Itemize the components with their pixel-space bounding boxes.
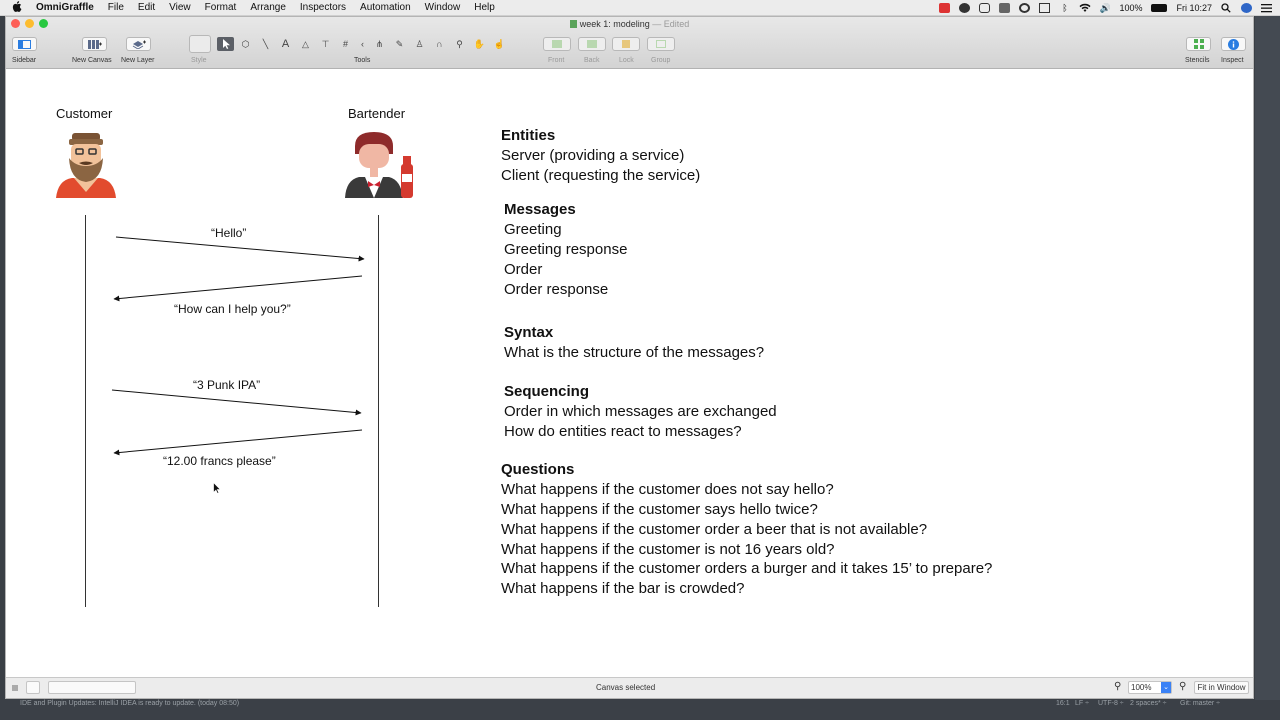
message-label-order[interactable]: “3 Punk IPA” (193, 378, 261, 392)
info-icon (1228, 39, 1239, 50)
messages-section (504, 200, 992, 299)
selection-tool[interactable] (217, 37, 234, 51)
fit-in-window-button[interactable]: Fit in Window (1194, 681, 1249, 694)
magnet-icon: ∩ (436, 39, 443, 49)
message-label-price[interactable]: “12.00 francs please” (163, 454, 276, 468)
style-label: Style (191, 57, 207, 64)
help-arrow[interactable] (114, 276, 362, 299)
sidebar-button[interactable] (12, 37, 37, 51)
zoom-tool[interactable] (451, 37, 468, 51)
zoom-dropdown-icon: ⌄ (1161, 682, 1171, 693)
document-title: week 1: modeling (579, 19, 650, 29)
send-back-icon (587, 40, 597, 48)
ide-encoding[interactable]: UTF-8 ÷ (1098, 700, 1124, 707)
shape-icon: ⬡ (241, 38, 250, 49)
status-bar (6, 677, 1253, 698)
notification-center-icon[interactable] (1261, 3, 1272, 13)
lock-button[interactable] (612, 37, 640, 51)
front-label: Front (548, 57, 565, 64)
customer-label: Customer (56, 106, 113, 121)
canvas-thumbnail[interactable] (26, 681, 40, 694)
new-canvas-button[interactable] (82, 37, 107, 51)
back-label: Back (584, 57, 600, 64)
bring-front-icon (552, 40, 562, 48)
inspect-button[interactable] (1221, 37, 1246, 51)
bluetooth-icon[interactable]: ᛒ (1062, 3, 1068, 13)
tools-label: Tools (354, 57, 371, 64)
questions-section (501, 460, 992, 599)
grid-tool[interactable] (337, 37, 354, 51)
group-icon (656, 40, 666, 48)
stencils-button[interactable] (1186, 37, 1211, 51)
questions-title: Questions (501, 461, 575, 479)
zoom-out-icon[interactable]: ⚲ (1114, 681, 1122, 692)
message-arrows (6, 69, 426, 679)
shape-tool[interactable] (237, 37, 254, 51)
ide-indent[interactable]: 2 spaces* ÷ (1130, 700, 1167, 707)
menu-bar (0, 0, 1280, 16)
sequencing-title: Sequencing (504, 382, 590, 400)
new-layer-button[interactable] (126, 37, 151, 51)
window-toolbar (6, 17, 1253, 69)
lock-icon (622, 40, 630, 48)
group-label: Group (651, 57, 671, 64)
syntax-title: Syntax (504, 324, 554, 342)
message-label-help[interactable]: “How can I help you?” (174, 302, 291, 316)
zoom-value: 100% (1131, 683, 1152, 692)
sidebar-label: Sidebar (12, 57, 37, 64)
zoom-in-icon[interactable]: ⚲ (1179, 681, 1187, 692)
mouse-cursor-icon (213, 482, 221, 494)
stencils-icon (1194, 39, 1204, 49)
sidebar-icon (18, 40, 31, 49)
photo-icon[interactable] (939, 3, 950, 13)
browse-hand-icon: ☝ (493, 38, 506, 49)
syntax-line: What is the structure of the messages? (504, 344, 765, 362)
compass-icon[interactable] (959, 3, 970, 13)
sync-icon[interactable] (1019, 3, 1030, 13)
hand-icon: ✋ (473, 38, 486, 49)
question-line: What happens if the customer is not 16 years old? (501, 540, 835, 558)
new-canvas-label: New Canvas (72, 57, 112, 64)
status-indicator-icon (12, 685, 18, 691)
pen-icon: △ (302, 38, 309, 49)
messages-line: Greeting response (504, 240, 628, 258)
new-layer-icon (132, 40, 146, 49)
drawing-canvas[interactable] (6, 69, 1253, 679)
spotlight-search-icon[interactable] (1221, 3, 1232, 13)
background-app-strip (1255, 16, 1280, 700)
omnigraffle-window (5, 16, 1254, 699)
messages-title: Messages (504, 201, 576, 219)
status-text: Canvas selected (596, 683, 656, 692)
front-button[interactable] (543, 37, 571, 51)
airplay-icon[interactable] (1039, 3, 1050, 13)
back-button[interactable] (578, 37, 606, 51)
zoom-select[interactable] (1128, 681, 1172, 694)
text-icon: A (281, 38, 290, 50)
price-arrow[interactable] (114, 430, 362, 453)
chevron-left-icon: ‹ (361, 39, 364, 49)
search-field[interactable] (48, 681, 136, 694)
hierarchy-tool[interactable] (371, 37, 388, 51)
text-tool[interactable] (277, 37, 294, 51)
question-line: What happens if the bar is crowded? (501, 580, 745, 598)
order-arrow[interactable] (112, 390, 361, 413)
diagram-tool[interactable] (317, 37, 334, 51)
ide-update-message[interactable]: IDE and Plugin Updates: IntelliJ IDEA is ready to update. (today 08:50) (20, 700, 240, 707)
browse-tool[interactable] (491, 37, 508, 51)
messages-line: Order (504, 260, 543, 278)
diagram-icon: ⊤ (321, 38, 330, 49)
apple-menu-icon[interactable] (12, 1, 26, 15)
sequencing-line: How do entities react to messages? (504, 422, 742, 440)
menu-file[interactable]: File (107, 2, 124, 13)
menu-window[interactable]: Window (424, 2, 461, 13)
volume-icon[interactable]: 🔊 (1099, 3, 1111, 13)
stamp-icon: ♙ (415, 38, 424, 49)
ide-position[interactable]: 16:1 (1056, 700, 1070, 707)
battery-percent: 100% (1119, 3, 1143, 13)
edited-indicator: — Edited (652, 19, 690, 29)
docker-icon[interactable] (999, 3, 1010, 13)
pen-tool[interactable] (297, 37, 314, 51)
question-line: What happens if the customer order a beer that is not available? (501, 520, 928, 538)
document-icon (570, 20, 577, 28)
ide-line-ending[interactable]: LF ÷ (1075, 700, 1089, 707)
new-canvas-icon (88, 40, 102, 49)
line-icon: ╲ (262, 38, 269, 49)
brush-icon: ✎ (395, 38, 404, 49)
magnifier-icon: ⚲ (456, 38, 463, 49)
ide-git-branch[interactable]: Git: master ÷ (1180, 700, 1221, 707)
app-menu[interactable]: OmniGraffle (36, 2, 94, 13)
inspect-label: Inspect (1221, 57, 1244, 64)
menu-automation[interactable]: Automation (360, 2, 411, 13)
entities-title: Entities (501, 127, 556, 144)
menu-view[interactable]: View (169, 2, 191, 13)
ide-status-strip (0, 700, 1280, 720)
magnet-tool[interactable] (431, 37, 448, 51)
window-title (6, 19, 1253, 29)
bartender-label: Bartender (348, 106, 406, 121)
style-brush-tool[interactable] (391, 37, 408, 51)
group-button[interactable] (647, 37, 675, 51)
stencils-label: Stencils (1185, 57, 1210, 64)
messages-line: Order response (504, 280, 609, 298)
entities-line: Client (requesting the service) (501, 166, 701, 184)
menubar-clock[interactable]: Fri 10:27 (1176, 3, 1212, 13)
cat-icon[interactable] (979, 3, 990, 13)
question-line: What happens if the customer says hello twice? (501, 500, 818, 518)
menu-help[interactable]: Help (474, 2, 495, 13)
hand-tool[interactable] (471, 37, 488, 51)
messages-line: Greeting (504, 221, 562, 239)
hello-arrow[interactable] (116, 237, 364, 259)
lock-label: Lock (619, 57, 634, 64)
wifi-icon[interactable] (1079, 3, 1090, 13)
rubber-stamp-tool[interactable] (411, 37, 428, 51)
hierarchy-icon: ⋔ (375, 38, 384, 49)
grid-icon: # (342, 39, 348, 49)
sequencing-section (504, 382, 992, 441)
battery-icon[interactable] (1151, 4, 1167, 12)
arrow-pointer-icon (222, 39, 230, 49)
line-tool[interactable] (257, 37, 274, 51)
sequencing-line: Order in which messages are exchanged (504, 402, 777, 420)
entities-line: Server (providing a service) (501, 146, 685, 164)
style-well[interactable] (189, 35, 211, 53)
question-line: What happens if the customer orders a burger and it takes 15’ to prepare? (501, 560, 993, 578)
notes-text-block[interactable] (501, 126, 992, 614)
menu-arrange[interactable]: Arrange (250, 2, 286, 13)
menu-format[interactable]: Format (204, 2, 237, 13)
user-avatar-icon[interactable] (1241, 3, 1252, 13)
question-line: What happens if the customer does not say hello? (501, 481, 834, 499)
menu-edit[interactable]: Edit (137, 2, 156, 13)
syntax-section (504, 323, 992, 363)
entities-section (501, 126, 992, 185)
new-layer-label: New Layer (121, 57, 155, 64)
message-label-hello[interactable]: “Hello” (211, 226, 247, 240)
back-tool[interactable] (354, 37, 371, 51)
menu-inspectors[interactable]: Inspectors (299, 2, 347, 13)
